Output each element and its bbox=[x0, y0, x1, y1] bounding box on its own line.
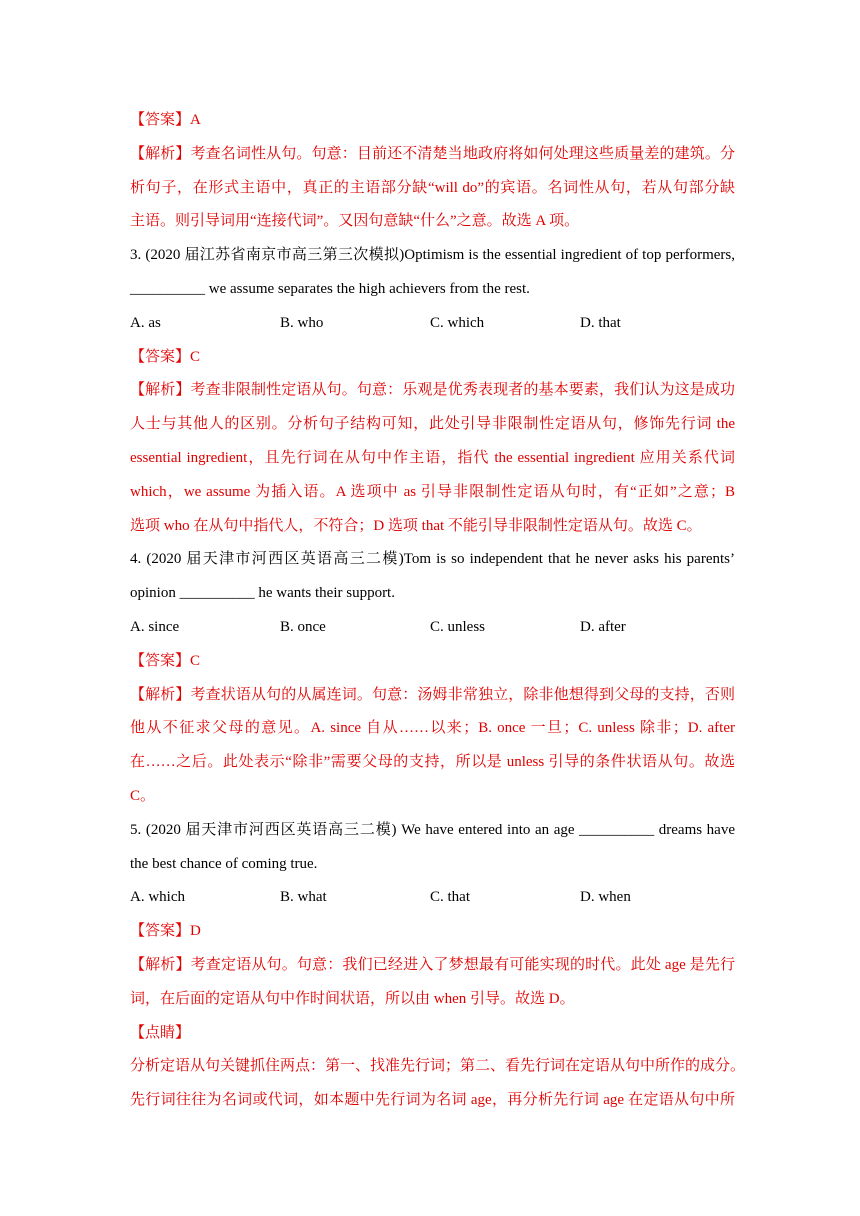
option-b: B. what bbox=[280, 889, 327, 906]
analysis-q2-line-2: 析句子，在形式主语中，真正的主语部分缺“will do”的宾语。名词性从句，若从句部分缺 bbox=[130, 179, 735, 196]
question-4-stem-line-2: opinion __________ he wants their support. bbox=[130, 585, 395, 602]
analysis-q4-line-2: 他从不征求父母的意见。A. since 自从……以来；B. once 一旦；C. unless 除非；D. after bbox=[130, 720, 735, 737]
question-5-options bbox=[130, 881, 735, 915]
option-d: D. that bbox=[580, 314, 621, 331]
option-a: A. as bbox=[130, 314, 161, 331]
analysis-q3-line-1: 【解析】考查非限制性定语从句。句意：乐观是优秀表现者的基本要素，我们认为这是成功 bbox=[130, 382, 735, 399]
analysis-q5-line-2: 词，在后面的定语从句中作时间状语，所以由 when 引导。故选 D。 bbox=[130, 990, 575, 1007]
tip-line-1: 分析定语从句关键抓住两点：第一、找准先行词；第二、看先行词在定语从句中所作的成分。 bbox=[130, 1058, 746, 1075]
option-c: C. unless bbox=[430, 618, 486, 635]
question-5-stem-line-2: the best chance of coming true. bbox=[130, 855, 318, 872]
option-a: A. which bbox=[130, 889, 185, 906]
question-5-stem-line-1: 5. (2020 届天津市河西区英语高三二模) We have entered into an age __________ dreams have bbox=[130, 821, 735, 838]
question-3-stem-line-1: 3. (2020 届江苏省南京市高三第三次模拟)Optimism is the essential ingredient of top performers, bbox=[130, 247, 735, 264]
analysis-q3-line-4: which，we assume 为插入语。A 选项中 as 引导非限制性定语从句时，有“正如”之意；B bbox=[130, 483, 735, 500]
analysis-q2-line-3: 主语。则引导词用“连接代词”。又因句意缺“什么”之意。故选 A 项。 bbox=[130, 213, 580, 230]
document-page bbox=[130, 104, 746, 1118]
option-c: C. which bbox=[430, 314, 485, 331]
answer-q5: 【答案】D bbox=[130, 923, 201, 940]
option-b: B. who bbox=[280, 314, 324, 331]
option-b: B. once bbox=[280, 618, 326, 635]
analysis-q3-line-3: essential ingredient，且先行词在从句中作主语，指代 the essential ingredient 应用关系代词 bbox=[130, 449, 735, 466]
tip-heading: 【点睛】 bbox=[130, 1024, 191, 1041]
analysis-q4-line-3: 在……之后。此处表示“除非”需要父母的支持，所以是 unless 引导的条件状语从句。故选 bbox=[130, 754, 735, 771]
analysis-q2-line-1: 【解析】考查名词性从句。句意：目前还不清楚当地政府将如何处理这些质量差的建筑。分 bbox=[130, 145, 735, 162]
analysis-q3-line-2: 人士与其他人的区别。分析句子结构可知，此处引导非限制性定语从句，修饰先行词 the bbox=[130, 416, 735, 433]
tip-line-2: 先行词往往为名词或代词，如本题中先行词为名词 age，再分析先行词 age 在定语从句中所 bbox=[130, 1092, 735, 1109]
answer-q4: 【答案】C bbox=[130, 652, 201, 669]
question-3-options bbox=[130, 307, 735, 341]
answer-q2: 【答案】A bbox=[130, 112, 201, 128]
question-3-stem-line-2: __________ we assume separates the high achievers from the rest. bbox=[130, 280, 530, 297]
option-c: C. that bbox=[430, 889, 470, 906]
analysis-q3-line-5: 选项 who 在从句中指代人，不符合；D 选项 that 不能引导非限制性定语从句。故选 C。 bbox=[130, 517, 702, 534]
analysis-q4-line-4: C。 bbox=[130, 787, 156, 804]
option-a: A. since bbox=[130, 618, 180, 635]
analysis-q4-line-1: 【解析】考查状语从句的从属连词。句意：汤姆非常独立，除非他想得到父母的支持，否则 bbox=[130, 686, 735, 703]
analysis-q5-line-1: 【解析】考查定语从句。句意：我们已经进入了梦想最有可能实现的时代。此处 age 是先行 bbox=[130, 956, 735, 973]
option-d: D. after bbox=[580, 618, 626, 635]
question-4-options bbox=[130, 611, 735, 645]
question-4-stem-line-1: 4. (2020 届天津市河西区英语高三二模)Tom is so independent that he never asks his parents’ bbox=[130, 551, 735, 568]
answer-q3: 【答案】C bbox=[130, 348, 201, 365]
option-d: D. when bbox=[580, 889, 631, 906]
